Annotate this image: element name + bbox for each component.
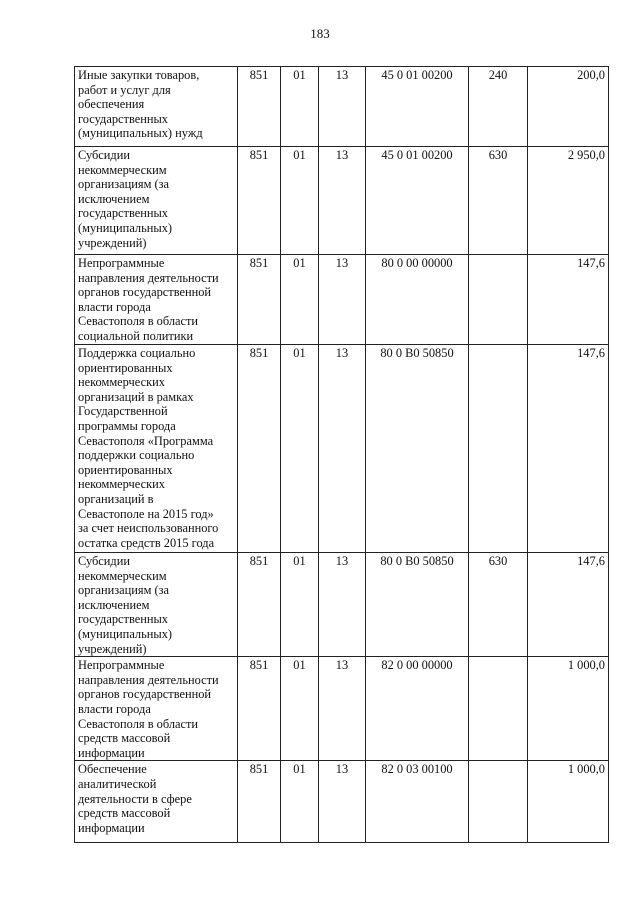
table-row <box>75 657 609 761</box>
row-name-line: некоммерческим <box>78 568 167 583</box>
row-name-line: власти города <box>78 299 151 314</box>
row-name-line: поддержки социально <box>78 448 195 463</box>
row-name-line: направления деятельности <box>78 672 219 687</box>
table-row <box>75 345 609 553</box>
section-code-cell: 01 <box>281 147 319 255</box>
row-name-line: деятельности в сфере <box>78 791 192 806</box>
amount-cell: 200,0 <box>528 67 609 147</box>
target-article-cell: 82 0 03 00100 <box>366 761 469 843</box>
row-name-line: Поддержка социально <box>78 346 196 360</box>
row-name-cell <box>75 147 238 255</box>
amount-cell: 147,6 <box>528 553 609 657</box>
table-row <box>75 147 609 255</box>
expense-type-cell <box>469 255 528 345</box>
row-name-line: (муниципальных) <box>78 220 173 235</box>
row-name-line: Севастополя в области <box>78 716 199 731</box>
row-name-line: средств массовой <box>78 806 171 821</box>
amount-cell: 2 950,0 <box>528 147 609 255</box>
row-name-line: Иные закупки товаров, <box>78 68 200 82</box>
amount-cell: 1 000,0 <box>528 761 609 843</box>
row-name-cell <box>75 553 238 657</box>
table-row <box>75 255 609 345</box>
row-name-line: власти города <box>78 701 151 716</box>
row-name-line: организаций в рамках <box>78 389 194 404</box>
row-name-line: аналитической <box>78 776 157 791</box>
section-code-cell: 01 <box>281 657 319 761</box>
ministry-code-cell: 851 <box>238 345 281 553</box>
subsection-code-cell: 13 <box>319 657 366 761</box>
target-article-cell: 82 0 00 00000 <box>366 657 469 761</box>
row-name-line: органов государственной <box>78 285 212 300</box>
row-name-line: организациям (за <box>78 177 170 192</box>
row-name-line: исключением <box>78 191 150 206</box>
target-article-cell: 80 0 00 00000 <box>366 255 469 345</box>
expense-type-cell: 630 <box>469 147 528 255</box>
row-name-cell <box>75 345 238 553</box>
subsection-code-cell: 13 <box>319 255 366 345</box>
row-name-line: некоммерческих <box>78 477 165 492</box>
target-article-cell: 45 0 01 00200 <box>366 147 469 255</box>
subsection-code-cell: 13 <box>319 553 366 657</box>
expense-type-cell <box>469 761 528 843</box>
ministry-code-cell: 851 <box>238 67 281 147</box>
row-name-line: учреждений) <box>78 641 147 656</box>
ministry-code-cell: 851 <box>238 255 281 345</box>
row-name-line: некоммерческим <box>78 162 167 177</box>
row-name-line: государственных <box>78 206 169 221</box>
page-number: 183 <box>310 26 330 41</box>
row-name-line: государственных <box>78 111 169 126</box>
budget-table <box>74 66 609 843</box>
row-name-cell <box>75 67 238 147</box>
row-name-line: учреждений) <box>78 235 147 250</box>
row-name-line: ориентированных <box>78 462 173 477</box>
row-name-line: остатка средств 2015 года <box>78 535 215 550</box>
expense-type-cell <box>469 345 528 553</box>
expense-type-cell: 240 <box>469 67 528 147</box>
row-name-line: организациям (за <box>78 583 170 598</box>
row-name-line: Севастополе на 2015 год» <box>78 506 214 521</box>
row-name-cell <box>75 255 238 345</box>
table-row <box>75 67 609 147</box>
row-name-line: государственных <box>78 612 169 627</box>
section-code-cell: 01 <box>281 345 319 553</box>
budget-table-body <box>75 67 609 843</box>
expense-type-cell: 630 <box>469 553 528 657</box>
row-name-line: средств массовой <box>78 731 171 746</box>
ministry-code-cell: 851 <box>238 553 281 657</box>
section-code-cell: 01 <box>281 67 319 147</box>
ministry-code-cell: 851 <box>238 657 281 761</box>
amount-cell: 1 000,0 <box>528 657 609 761</box>
row-name-line: направления деятельности <box>78 270 219 285</box>
row-name-line: Севастополя «Программа <box>78 433 214 448</box>
row-name-line: (муниципальных) <box>78 626 173 641</box>
row-name-line: организаций в <box>78 491 154 506</box>
row-name-line: исключением <box>78 597 150 612</box>
target-article-cell: 80 0 В0 50850 <box>366 553 469 657</box>
table-row <box>75 553 609 657</box>
row-name-line: Государственной <box>78 404 168 419</box>
section-code-cell: 01 <box>281 255 319 345</box>
row-name-line: за счет неиспользованного <box>78 521 219 536</box>
row-name-cell <box>75 657 238 761</box>
section-code-cell: 01 <box>281 553 319 657</box>
amount-cell: 147,6 <box>528 255 609 345</box>
subsection-code-cell: 13 <box>319 345 366 553</box>
row-name-line: Субсидии <box>78 554 130 568</box>
row-name-line: программы города <box>78 418 176 433</box>
target-article-cell: 80 0 В0 50850 <box>366 345 469 553</box>
row-name-line: социальной политики <box>78 328 194 343</box>
ministry-code-cell: 851 <box>238 147 281 255</box>
table-row <box>75 761 609 843</box>
row-name-line: Непрограммные <box>78 256 165 270</box>
row-name-line: Обеспечение <box>78 762 147 777</box>
subsection-code-cell: 13 <box>319 761 366 843</box>
row-name-line: информации <box>78 820 145 835</box>
row-name-line: ориентированных <box>78 360 173 375</box>
section-code-cell: 01 <box>281 761 319 843</box>
subsection-code-cell: 13 <box>319 147 366 255</box>
row-name-line: информации <box>78 745 145 760</box>
expense-type-cell <box>469 657 528 761</box>
row-name-line: органов государственной <box>78 687 212 702</box>
row-name-line: работ и услуг для <box>78 82 171 97</box>
target-article-cell: 45 0 01 00200 <box>366 67 469 147</box>
row-name-cell <box>75 761 238 843</box>
ministry-code-cell: 851 <box>238 761 281 843</box>
row-name-line: некоммерческих <box>78 375 165 390</box>
row-name-line: Севастополя в области <box>78 314 199 329</box>
row-name-line: (муниципальных) нужд <box>78 126 203 141</box>
row-name-line: Непрограммные <box>78 658 165 673</box>
row-name-line: Субсидии <box>78 148 130 162</box>
amount-cell: 147,6 <box>528 345 609 553</box>
row-name-line: обеспечения <box>78 97 145 112</box>
subsection-code-cell: 13 <box>319 67 366 147</box>
